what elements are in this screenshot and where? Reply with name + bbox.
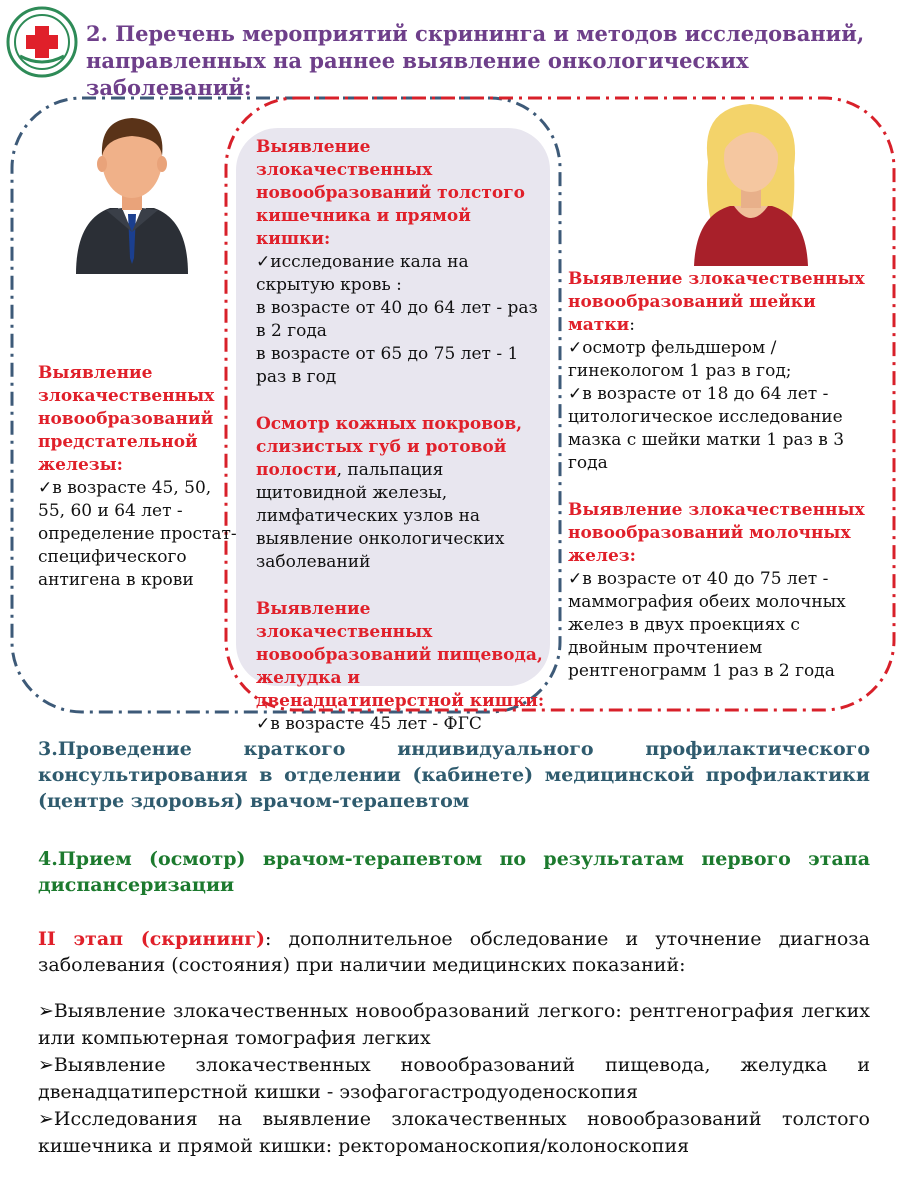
prostate-heading: Выявление злокачественных новообразований предстательной железы: (38, 363, 215, 475)
esophagus-screening-block (256, 598, 550, 736)
title-line-1: 2. Перечень мероприятий скрининга и методов исследований, (86, 21, 865, 46)
medical-cross-logo-icon (6, 6, 78, 78)
colon-text-2: в возрасте от 40 до 64 лет - раз в 2 года (256, 298, 538, 341)
stage-2-intro (38, 926, 870, 978)
breast-text: ✓в возрасте от 40 до 75 лет - маммография обеих молочных желез в двух проекциях с двойным прочтением рентгенограмм 1 раз в 2 года (568, 569, 846, 681)
cervix-colon: : (629, 315, 635, 335)
colon-screening-block (256, 136, 550, 389)
skin-exam-text: , пальпация щитовидной железы, лимфатических узлов на выявление онкологических заболеваний (256, 460, 505, 572)
colon-text-3: в возрасте от 65 до 75 лет - 1 раз в год (256, 344, 519, 387)
list-item: ➢Выявление злокачественных новообразований легкого: рентгенография легких или компьютерная томография легких (38, 1000, 870, 1049)
skin-exam-heading: Осмотр кожных покровов, слизистых губ и ротовой полости (256, 414, 523, 480)
stage-2-text: : дополнительное обследование и уточнение диагноза заболевания (состояния) при наличии медицинских показаний: (38, 928, 871, 976)
stage-2-lead: II этап (скрининг) (38, 928, 265, 950)
right-column (568, 268, 884, 683)
skin-exam-block (256, 413, 550, 574)
prostate-screening-block (38, 362, 238, 592)
cervix-heading: Выявление злокачественных новообразований шейки матки (568, 269, 865, 335)
breast-screening-block (568, 499, 884, 683)
esophagus-heading: Выявление злокачественных новообразований пищевода, желудка и двенадцатиперстной кишки: (256, 599, 545, 711)
section-3-consultation: 3.Проведение краткого индивидуального профилактического консультирования в отделении (кабинете) медицинской профилактики (центре здоровья) врачом-терапевтом (38, 738, 870, 812)
female-avatar-icon (690, 98, 812, 266)
colon-text-1: ✓исследование кала на скрытую кровь : (256, 252, 469, 295)
list-item: ➢Выявление злокачественных новообразований пищевода, желудка и двенадцатиперстной кишки - эзофагогастродуоденоскопия (38, 1054, 870, 1103)
list-item: ➢Исследования на выявление злокачественных новообразований толстого кишечника и прямой кишки: ректороманоскопия/колоноскопия (38, 1108, 870, 1157)
cervix-screening-block (568, 268, 884, 475)
male-doctor-avatar-icon (72, 108, 192, 274)
prostate-text: ✓в возрасте 45, 50, 55, 60 и 64 лет - определение простат-специфического антигена в крови (38, 478, 237, 590)
cervix-text-2: ✓в возрасте от 18 до 64 лет - цитологическое исследование мазка с шейки матки 1 раз в 3 года (568, 384, 845, 473)
page-title (86, 20, 886, 101)
breast-heading: Выявление злокачественных новообразований молочных желез: (568, 500, 865, 566)
title-line-2: направленных на раннее выявление онкологических заболеваний: (86, 48, 749, 100)
cervix-text-1: ✓осмотр фельдшером / гинекологом 1 раз в год; (568, 338, 792, 381)
stage-2-bullets (38, 998, 870, 1160)
colon-heading: Выявление злокачественных новообразований толстого кишечника и прямой кишки: (256, 137, 525, 249)
section-4-therapist-exam: 4.Прием (осмотр) врачом-терапевтом по результатам первого этапа диспансеризации (38, 848, 870, 896)
middle-column (256, 136, 550, 736)
esophagus-text: ✓в возрасте 45 лет - ФГС (256, 714, 482, 734)
